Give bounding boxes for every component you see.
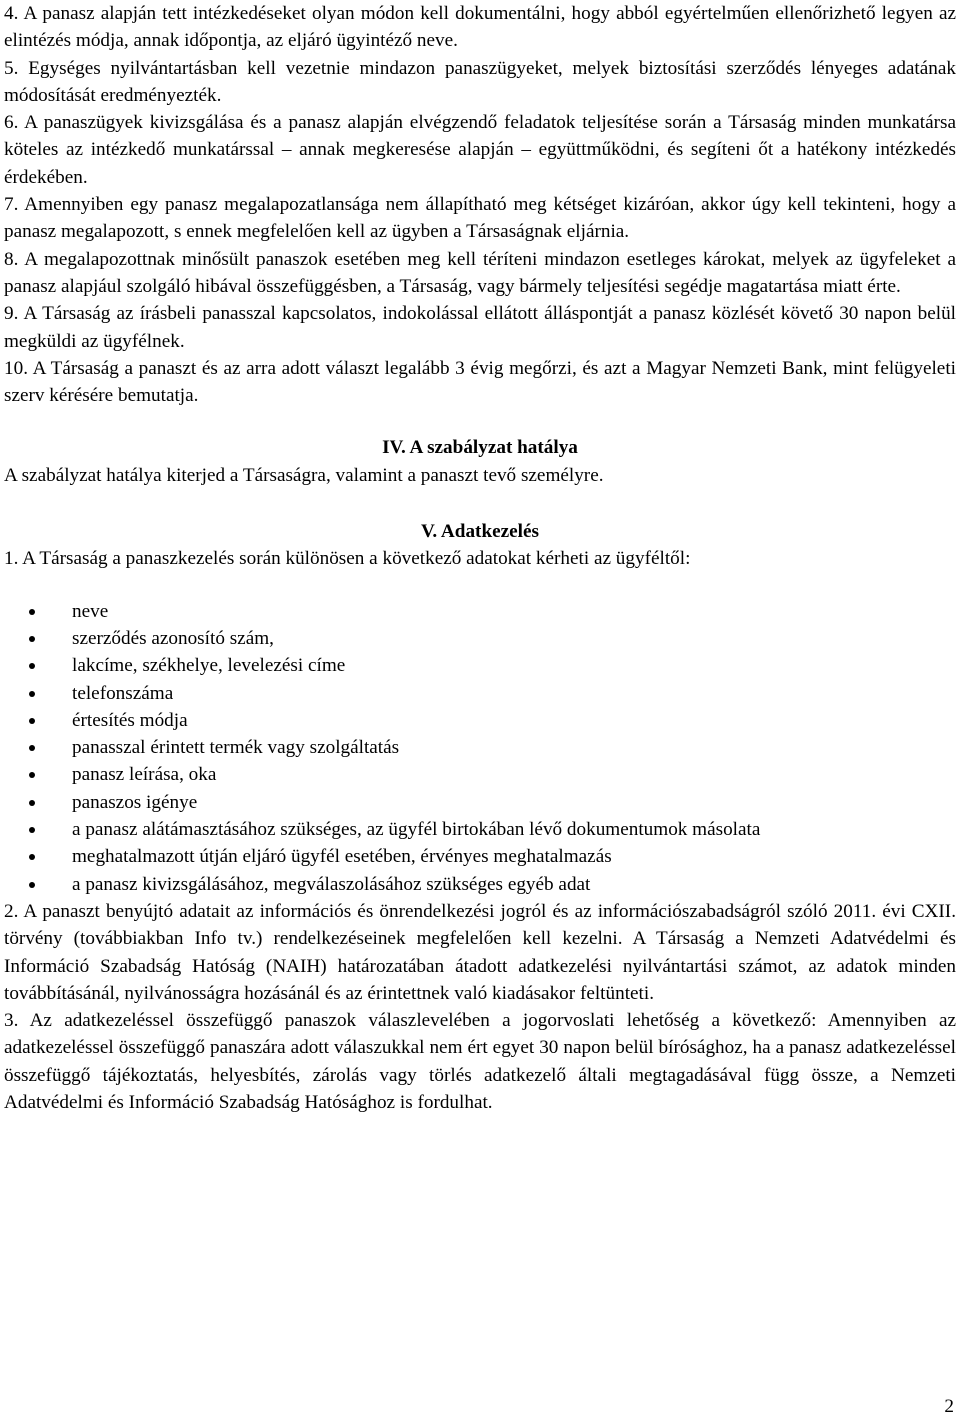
paragraph-5: 5. Egységes nyilvántartásban kell vezetnie mindazon panaszügyeket, melyek biztosítási szerződés lényeges adatának módosítását eredményezték. <box>4 57 956 106</box>
list-item-text: panaszos igénye <box>72 791 198 813</box>
paragraph-4: 4. A panasz alapján tett intézkedéseket olyan módon kell dokumentálni, hogy abból egyértelműen ellenőrizhető legyen az elintézés módja, annak időpontja, az eljáró ügyintéző neve. <box>4 3 956 52</box>
list-item <box>4 734 956 761</box>
list-item <box>4 761 956 788</box>
section-iv-text: A szabályzat hatálya kiterjed a Társaságra, valamint a panaszt tevő személyre. <box>4 464 604 486</box>
bullet-icon <box>29 772 35 778</box>
list-item-text: neve <box>72 600 109 622</box>
list-item <box>4 625 956 652</box>
bullet-icon <box>29 800 35 806</box>
data-fields-list <box>4 598 956 898</box>
list-item <box>4 707 956 734</box>
list-item-text: lakcíme, székhelye, levelezési címe <box>72 655 346 677</box>
list-item-text: meghatalmazott útján eljáró ügyfél esetében, érvényes meghatalmazás <box>72 846 612 868</box>
section-iv-heading: IV. A szabályzat hatálya <box>382 437 578 459</box>
paragraph-7: 7. Amennyiben egy panasz megalapozatlansága nem állapítható meg kétséget kizáróan, akkor úgy kell tekinteni, hogy a panasz megalapozott, s ennek megfelelően kell az ügyben a Társaságnak eljárnia. <box>4 194 956 243</box>
list-item-text: panasszal érintett termék vagy szolgáltatás <box>72 737 400 759</box>
list-item <box>4 652 956 679</box>
list-item-text: értesítés módja <box>72 709 188 731</box>
bullet-icon <box>29 745 35 751</box>
bullet-icon <box>29 882 35 888</box>
section-v-heading: V. Adatkezelés <box>421 521 539 543</box>
bullet-icon <box>29 854 35 860</box>
list-item-text: szerződés azonosító szám, <box>72 627 274 649</box>
section-v-paragraph-3: 3. Az adatkezeléssel összefüggő panaszok válaszlevelében a jogorvoslati lehetőség a következő: Amennyiben az adatkezeléssel összefüggő panaszára adott válaszukkal nem ért egyet 30 napon belül bírósághoz, ha a panasz adatkezeléssel összefüggő tájékoztatás, helyesbítés, zárolás vagy törlés adatkezelő általi megtagadásával függ össze, a Nemzeti Adatvédelmi és Információ Szabadság Hatósághoz is fordulhat. <box>4 1010 956 1113</box>
list-item <box>4 871 956 898</box>
list-item <box>4 816 956 843</box>
page-number: 2 <box>944 1396 954 1417</box>
bullet-icon <box>29 718 35 724</box>
list-item-text: a panasz kivizsgálásához, megválaszolásához szükséges egyéb adat <box>72 873 591 895</box>
list-item <box>4 843 956 870</box>
paragraph-10: 10. A Társaság a panaszt és az arra adott választ legalább 3 évig megőrzi, és azt a Magyar Nemzeti Bank, mint felügyeleti szerv kérésére bemutatja. <box>4 357 956 407</box>
paragraph-8: 8. A megalapozottnak minősült panaszok esetében meg kell téríteni mindazon esetleges károkat, melyek az ügyfeleket a panasz alapjául szolgáló hibával összefüggésben, a Társaság, vagy bármely teljesítési segédje magatartása miatt érte. <box>4 248 956 297</box>
list-item <box>4 598 956 625</box>
section-v-paragraph-2: 2. A panaszt benyújtó adatait az információs és önrendelkezési jogról és az információszabadságról szóló 2011. évi CXII. törvény (továbbiakban Info tv.) rendelkezéseinek megfelelően kell kezelni. A Társaság a Nemzeti Adatvédelmi és Információ Szabadság Hatóság (NAIH) határozatában átadott adatkezelési nyilvántartási számot, az adatok minden továbbításánál, nyilvánosságra hozásánál és az érintettnek való kiadásakor feltünteti. <box>4 900 956 1004</box>
document-page <box>4 0 956 1116</box>
bullet-icon <box>29 691 35 697</box>
bullet-icon <box>29 636 35 642</box>
list-item <box>4 680 956 707</box>
paragraph-6: 6. A panaszügyek kivizsgálása és a panasz alapján elvégzendő feladatok teljesítése során a Társaság minden munkatársa köteles az intézkedő munkatárssal – annak megkeresése alapján – együttműködni, és segíteni őt a hatékony intézkedés érdekében. <box>4 112 956 188</box>
bullet-icon <box>29 609 35 615</box>
section-v-paragraph-1: 1. A Társaság a panaszkezelés során különösen a következő adatokat kérheti az ügyféltől: <box>4 548 691 570</box>
list-item-text: a panasz alátámasztásához szükséges, az ügyfél birtokában lévő dokumentumok másolata <box>72 819 761 841</box>
list-item-text: telefonszáma <box>72 682 174 704</box>
bullet-icon <box>29 663 35 669</box>
bullet-icon <box>29 827 35 833</box>
list-item-text: panasz leírása, oka <box>72 764 217 786</box>
paragraph-9: 9. A Társaság az írásbeli panasszal kapcsolatos, indokolással ellátott álláspontját a panasz közlését követő 30 napon belül megküldi az ügyfélnek. <box>4 303 956 352</box>
list-item <box>4 789 956 816</box>
